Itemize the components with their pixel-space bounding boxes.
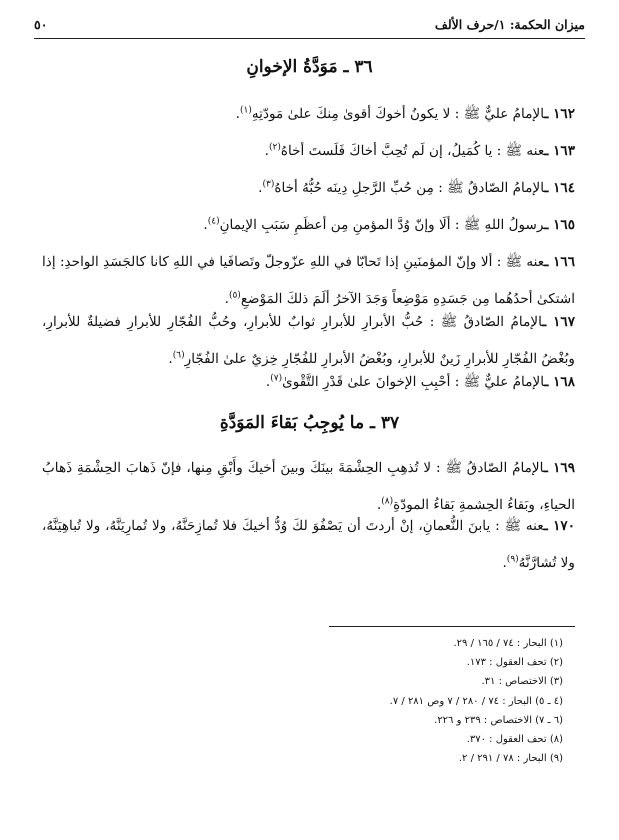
hadith-164 (42, 170, 575, 207)
hadith-number: ١٦٢ ـ (544, 106, 575, 122)
page-number: ٥٠ (34, 16, 48, 32)
section-heading: ٣٧ ـ ما يُوجِبُ بَقاءَ المَوَدَّةِ (219, 413, 400, 433)
hadith-number: ١٦٤ ـ (544, 180, 575, 196)
running-header (34, 14, 585, 34)
running-title: ميزان الحكمة: ١/حرف الألف (434, 16, 585, 32)
hadith-text: عنه ﷺ : ألا وإنّ المؤمنَينِ إذا تَحابّا في اللهِ عزّوجلّ وتَصافَيا في اللهِ كانا كالجَسَدِ الواحدِ: إذا اشتكىٰ أحدُهُما مِن جَسَدِهِ مَوْضِعاً وَجَدَ الآخرُ ألَمَ ذلكَ المَوْضعِ (42, 254, 575, 307)
hadith-text: عنه ﷺ : يا كُمَيلُ، إن لَم تُحِبَّ أخاكَ فَلَستَ أخاهُ (280, 143, 545, 159)
footnote-3: (٣) الاختصاص : ٣١. (481, 676, 563, 688)
hadith-number: ١٦٣ ـ (544, 143, 575, 159)
hadith-text: رسولُ اللهِ ﷺ : ألَا وإنّ وُدَّ المؤمنِ مِن أعظَمِ سَبَبِ الإيمانِ (219, 217, 545, 233)
footnote-1: (١) البحار : ٧٤ / ١٦٥ / ٢٩. (453, 638, 563, 649)
hadith-number: ١٦٥ ـ (544, 217, 575, 233)
hadith-end: . (168, 351, 173, 367)
hadith-number: ١٦٧ ـ (542, 314, 576, 330)
hadith-end: . (258, 180, 263, 196)
hadith-end: . (265, 374, 271, 390)
hadith-text: عنه ﷺ : يابنَ النُّعمانِ، إنْ أردتَ أن يَصْفُوَ لكَ وُدُّ أخيكَ فلا تُمازِحَنَّهُ، ولا تُمارِيَنَّهُ، ولا تُباهِيَنَّهُ، ولا تُشارَّنَّهُ (42, 518, 575, 571)
footnote-8: (٨) تحف العقول : ٣٧٠. (466, 734, 563, 746)
hadith-162 (42, 96, 575, 133)
footnote-6-7: (٦ ـ ٧) الاختصاص : ٢٣٩ و ٢٢٦. (434, 714, 563, 726)
hadith-end: . (502, 555, 507, 571)
footnote-4-5: (٤ ـ ٥) البحار : ٧٤ / ٢٨٠ / ٧ وص ٢٨١ / ٧. (389, 695, 563, 707)
footnote-ref: (٢) (269, 142, 281, 153)
hadith-168 (42, 364, 575, 401)
footnote-ref: (٦) (172, 350, 185, 361)
hadith-end: . (203, 217, 208, 233)
hadith-165 (42, 207, 575, 244)
hadith-170 (42, 508, 575, 582)
hadith-text: الإمامُ الصّادقُ ﷺ : حُبُّ الأبرارِ للأبرارِ ثوابٌ للأبرارِ، وحُبُّ الفُجّارِ للأبرارِ فضيلةٌ للأبرارِ، وبُغْضُ الفُجّارِ للأبرارِ زَينٌ للأبرارِ، وبُغْضُ الأبرارِ للفُجّارِ خِزيٌ علىٰ الفُجّارِ (42, 314, 575, 367)
footnote-ref: (٤) (207, 216, 220, 227)
hadith-text: الإمامُ عليٌّ ﷺ : لا يكونُ أخوكَ أقوىٰ مِنكَ علىٰ مَودّتِهِ (251, 106, 545, 122)
hadith-number: ١٦٩ ـ (543, 460, 575, 476)
footnote-ref: (١) (240, 105, 252, 116)
footnote-ref: (٣) (262, 179, 275, 190)
footnote-ref: (٥) (228, 290, 241, 301)
hadith-number: ١٦٦ ـ (544, 254, 575, 270)
hadith-text: الإمامُ عليٌّ ﷺ : أحْبِبِ الإخوانَ علىٰ قَدْرِ التَّقْوىٰ (282, 374, 545, 390)
footnote-2: (٢) تحف العقول : ١٧٣. (466, 657, 563, 669)
hadith-end: . (264, 143, 269, 159)
hadith-text: الإمامُ الصّادقُ ﷺ : مِن حُبِّ الرَّجلِ دِينَه حُبُّهُ أخاهُ (274, 180, 545, 196)
hadith-end: . (235, 106, 240, 122)
hadith-number: ١٦٨ ـ (544, 374, 575, 390)
section-heading: ٣٦ ـ مَوَدَّةُ الإخوانِ (246, 57, 373, 77)
hadith-text: الإمامُ الصّادقُ ﷺ : لا تُذهِبِ الحِشْمَةَ بينَكَ وبينَ أخيكَ وأَبْقِ مِنها، فإنّ ذَهابَ الحِشْمَةِ ذَهابُ الحياءِ، وبَقاءُ الحِشمةِ بَقاءُ المودّةِ (42, 460, 575, 513)
footnote-ref: (٩) (506, 554, 519, 565)
hadith-163 (42, 133, 575, 170)
hadith-end: . (376, 497, 382, 513)
hadith-number: ١٧٠ ـ (543, 518, 575, 534)
footnote-9: (٩) البحار : ٧٨ / ٢٩١ / ٢. (458, 753, 563, 765)
footnotes (163, 634, 563, 768)
footnote-ref: (٧) (270, 373, 283, 384)
header-rule (34, 38, 585, 39)
footnote-rule (329, 626, 575, 627)
hadith-end: . (224, 291, 229, 307)
footnote-ref: (٨) (381, 496, 394, 507)
